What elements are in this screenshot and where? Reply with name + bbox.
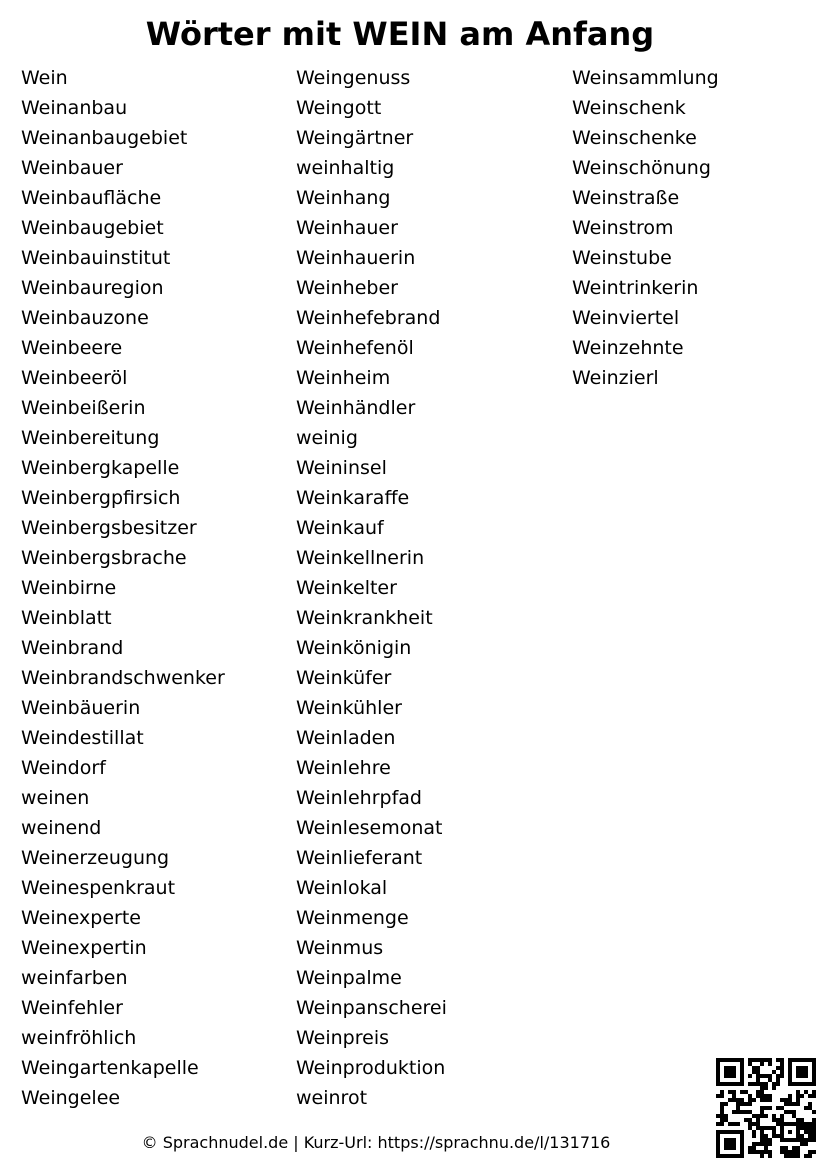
word-item: Weinstraße (572, 187, 680, 209)
word-item: Weinbauregion (21, 277, 164, 299)
word-item: Weinexperte (21, 907, 141, 929)
word-item: Weinzierl (572, 367, 659, 389)
word-item: Weindorf (21, 757, 106, 779)
word-item: Weinkauf (296, 517, 384, 539)
word-item: Weinkelter (296, 577, 397, 599)
word-item: Weinbeere (21, 337, 123, 359)
word-item: weinfarben (21, 967, 128, 989)
word-item: weinrot (296, 1087, 368, 1109)
word-item: weinhaltig (296, 157, 395, 179)
word-item: Wein (21, 67, 68, 89)
word-item: Weintrinkerin (572, 277, 699, 299)
word-item: Weingärtner (296, 127, 414, 149)
word-item: Weinstrom (572, 217, 674, 239)
word-column-3 (572, 63, 719, 393)
word-item: Weingott (296, 97, 382, 119)
word-item: Weinanbau (21, 97, 128, 119)
word-item: Weinkrankheit (296, 607, 433, 629)
word-item: Weinbergpfirsich (21, 487, 181, 509)
word-item: weinfröhlich (21, 1027, 137, 1049)
word-item: Weinpreis (296, 1027, 390, 1049)
word-item: Weinschönung (572, 157, 711, 179)
word-item: Weinlesemonat (296, 817, 443, 839)
word-item: Weinhang (296, 187, 391, 209)
word-item: Weinstube (572, 247, 672, 269)
footer-source: © Sprachnudel.de | Kurz-Url: https://sprachnu.de/l/131716 (141, 1133, 611, 1152)
word-item: Weinbrand (21, 637, 124, 659)
word-item: Weinkühler (296, 697, 402, 719)
word-item: Weingartenkapelle (21, 1057, 199, 1079)
word-item: Weinbereitung (21, 427, 160, 449)
word-item: Weinhefebrand (296, 307, 441, 329)
word-item: weinend (21, 817, 102, 839)
word-item: Weinzehnte (572, 337, 684, 359)
word-item: Weindestillat (21, 727, 144, 749)
word-item: Weinmus (296, 937, 384, 959)
word-item: Weinbaugebiet (21, 217, 164, 239)
word-item: Weinbauinstitut (21, 247, 171, 269)
word-item: weinen (21, 787, 90, 809)
word-item: Weinheim (296, 367, 391, 389)
word-item: Weinkönigin (296, 637, 412, 659)
word-item: Weinbergsbesitzer (21, 517, 197, 539)
word-item: Weinerzeugung (21, 847, 170, 869)
word-item: Weinlehre (296, 757, 391, 779)
word-item: Weinlehrpfad (296, 787, 422, 809)
word-item: Weinbaufläche (21, 187, 162, 209)
word-item: Weingelee (21, 1087, 121, 1109)
word-item: Weinlokal (296, 877, 388, 899)
word-item: Weinblatt (21, 607, 112, 629)
word-item: Weinhändler (296, 397, 416, 419)
word-item: Weinpanscherei (296, 997, 447, 1019)
word-item: Weinexpertin (21, 937, 147, 959)
word-item: Weinespenkraut (21, 877, 176, 899)
word-item: Weinbäuerin (21, 697, 141, 719)
word-item: Weinküfer (296, 667, 392, 689)
word-item: Weinhefenöl (296, 337, 414, 359)
word-item: Weinbauer (21, 157, 123, 179)
word-item: Weinbergsbrache (21, 547, 187, 569)
page-title: Wörter mit WEIN am Anfang (145, 15, 655, 53)
word-item: Weinproduktion (296, 1057, 446, 1079)
word-item: Weinbergkapelle (21, 457, 180, 479)
word-item: Weinpalme (296, 967, 402, 989)
word-column-2 (296, 63, 447, 1113)
word-item: Weinladen (296, 727, 396, 749)
word-item: Weinsammlung (572, 67, 719, 89)
word-item: Weinbeißerin (21, 397, 146, 419)
word-item: Weinschenk (572, 97, 686, 119)
word-item: Weininsel (296, 457, 387, 479)
word-item: Weinbauzone (21, 307, 149, 329)
word-item: Weinlieferant (296, 847, 423, 869)
word-item: Weinviertel (572, 307, 680, 329)
word-item: Weinbrandschwenker (21, 667, 225, 689)
qr-code-icon (716, 1058, 816, 1158)
word-item: Weinbirne (21, 577, 117, 599)
word-item: Weinschenke (572, 127, 697, 149)
word-item: Weingenuss (296, 67, 411, 89)
word-item: Weinkaraffe (296, 487, 410, 509)
word-item: Weinhauer (296, 217, 398, 239)
word-column-1 (21, 63, 225, 1113)
word-item: Weinheber (296, 277, 398, 299)
word-item: Weinhauerin (296, 247, 416, 269)
word-item: Weinfehler (21, 997, 123, 1019)
word-item: Weinkellnerin (296, 547, 425, 569)
word-item: Weinanbaugebiet (21, 127, 188, 149)
word-item: Weinbeeröl (21, 367, 128, 389)
word-item: weinig (296, 427, 358, 449)
word-item: Weinmenge (296, 907, 409, 929)
